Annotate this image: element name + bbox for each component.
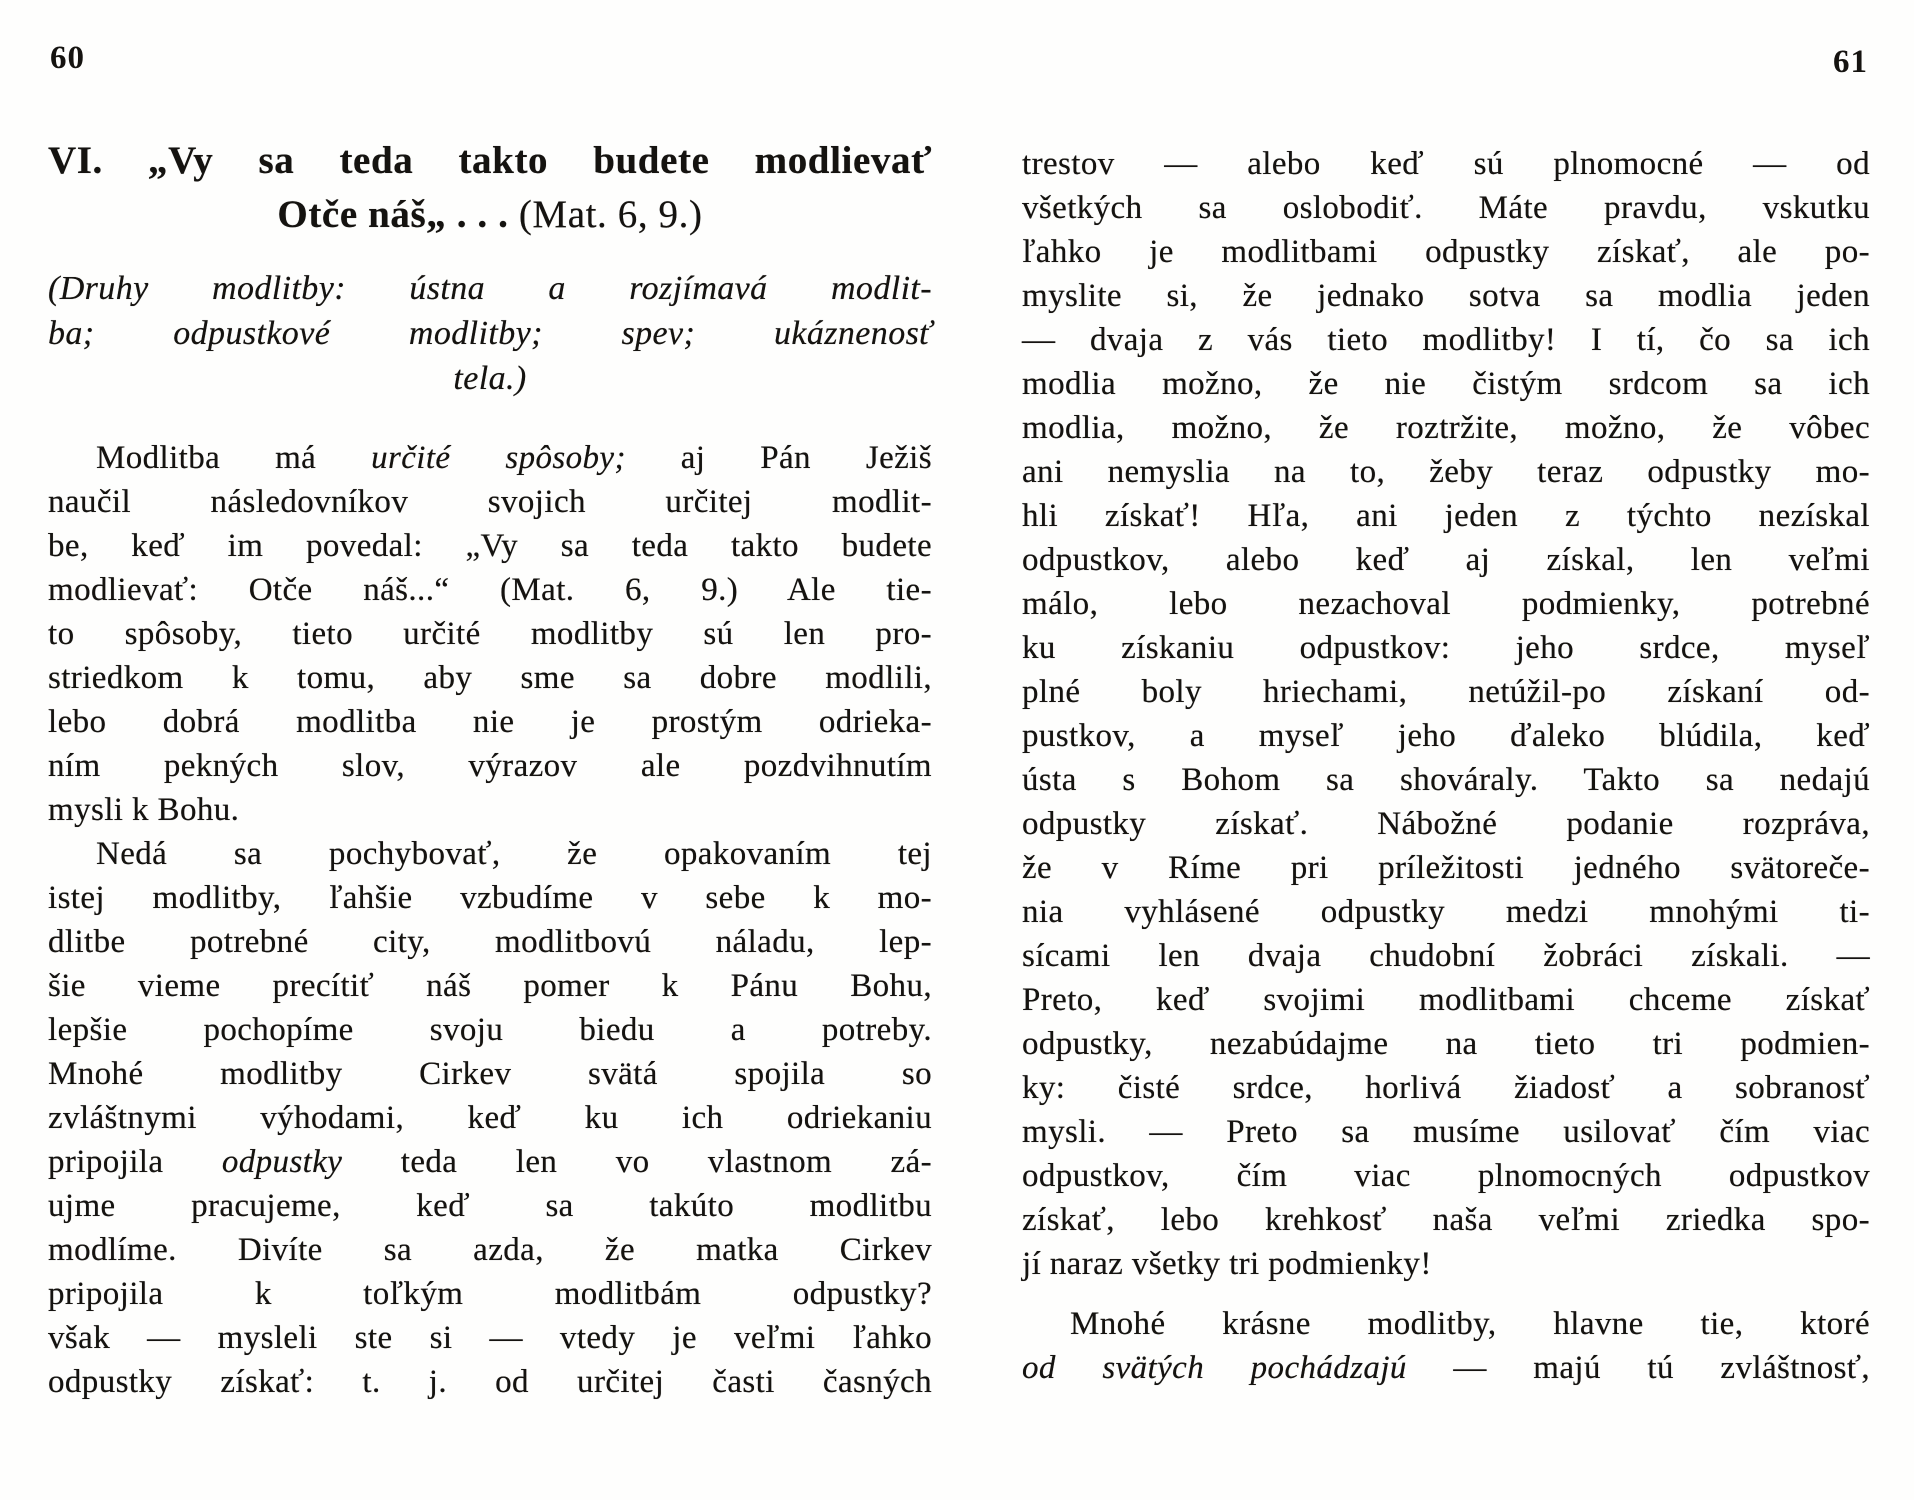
text-line: nia vyhlásené odpustky medzi mnohými ti- (1022, 894, 1870, 930)
text-line: modlievať: Otče náš...“ (Mat. 6, 9.) Ale tie- (48, 572, 932, 608)
page-number-right: 61 (1833, 44, 1868, 80)
paragraph (48, 832, 932, 1404)
text-line: (Druhy modlitby: ústna a rozjímavá modlit- (48, 270, 932, 307)
text-line: mysli. — Preto sa musíme usilovať čím viac (1022, 1114, 1870, 1150)
text-line: Mnohé modlitby Cirkev svätá spojila so (48, 1056, 932, 1092)
text-line: myslite si, že jednako sotva sa modlia jeden (1022, 278, 1870, 314)
text-line: mysli k Bohu. (48, 792, 240, 828)
text-line: ľahko je modlitbami odpustky získať, ale po- (1022, 234, 1870, 270)
text-line: lebo dobrá modlitba nie je prostým odrieka- (48, 704, 932, 740)
text-line: Modlitba má určité spôsoby; aj Pán Ježiš (96, 440, 932, 476)
text-line: modlia, možno, že roztržite, možno, že vôbec (1022, 410, 1870, 446)
text-line: Preto, keď svojimi modlitbami chceme získať (1022, 982, 1870, 1018)
paragraph (48, 436, 932, 832)
text-line: hli získať! Hľa, ani jeden z týchto nezískal (1022, 498, 1870, 534)
chapter-subtitle (48, 266, 932, 401)
text-line: Mnohé krásne modlitby, hlavne tie, ktoré (1070, 1306, 1870, 1342)
text-line: zvláštnymi výhodami, keď ku ich odriekaniu (48, 1100, 932, 1136)
paragraph (1022, 1302, 1870, 1390)
text-line: všetkých sa oslobodiť. Máte pravdu, vskutku (1022, 190, 1870, 226)
text-line: naučil následovníkov svojich určitej modlit- (48, 484, 932, 520)
text-line: získať, lebo krehkosť naša veľmi zriedka spo- (1022, 1202, 1870, 1238)
text-line: odpustky získať. Nábožné podanie rozpráva, (1022, 806, 1870, 842)
text-line: šie vieme precítiť náš pomer k Pánu Bohu, (48, 968, 932, 1004)
text-line: to spôsoby, tieto určité modlitby sú len pro- (48, 616, 932, 652)
text-line: že v Ríme pri príležitosti jedného svätoreče- (1022, 850, 1870, 886)
text-line: odpustkov, alebo keď aj získal, len veľmi (1022, 542, 1870, 578)
text-line: pustkov, a myseľ jeho ďaleko blúdila, keď (1022, 718, 1870, 754)
text-line: odpustky získať: t. j. od určitej časti časných (48, 1364, 932, 1400)
paragraph (1022, 142, 1870, 1286)
text-line: ústa s Bohom sa shováraly. Takto sa nedajú (1022, 762, 1870, 798)
text-line: ba; odpustkové modlitby; spev; ukáznenosť (48, 315, 932, 352)
text-line: pripojila k toľkým modlitbám odpustky? (48, 1276, 932, 1312)
text-line: ani nemyslia na to, žeby teraz odpustky mo- (1022, 454, 1870, 490)
text-line: jí naraz všetky tri podmienky! (1022, 1246, 1432, 1282)
chapter-heading (48, 134, 932, 242)
text-line: ky: čisté srdce, horlivá žiadosť a sobranosť (1022, 1070, 1870, 1106)
text-line: ujme pracujeme, keď sa takúto modlitbu (48, 1188, 932, 1224)
text-line: be, keď im povedal: „Vy sa teda takto budete (48, 528, 932, 564)
text-line: Nedá sa pochybovať, že opakovaním tej (96, 836, 932, 872)
text-line: pripojila odpustky teda len vo vlastnom zá- (48, 1144, 933, 1180)
text-line: odpustkov, čím viac plnomocných odpustkov (1022, 1158, 1870, 1194)
text-line: — dvaja z vás tieto modlitby! I tí, čo sa ich (1022, 322, 1870, 358)
page-left (48, 0, 932, 1500)
text-line: plné boly hriechami, netúžil-po získaní od- (1022, 674, 1870, 710)
text-line: trestov — alebo keď sú plnomocné — od (1022, 146, 1870, 182)
text-line: od svätých pochádzajú — majú tú zvláštnosť, (1022, 1350, 1870, 1386)
page-number-left: 60 (50, 40, 85, 76)
text-line: modlíme. Divíte sa azda, že matka Cirkev (48, 1232, 932, 1268)
text-line: ním pekných slov, výrazov ale pozdvihnutím (48, 748, 932, 784)
text-line: VI. „Vy sa teda takto budete modlievať (48, 139, 932, 182)
text-line: istej modlitby, ľahšie vzbudíme v sebe k mo- (48, 880, 932, 916)
page-right (1022, 0, 1870, 1500)
text-line: striedkom k tomu, aby sme sa dobre modlili, (48, 660, 932, 696)
text-line: ku získaniu odpustkov: jeho srdce, myseľ (1022, 630, 1870, 666)
text-line: sícami len dvaja chudobní žobráci získali. — (1022, 938, 1870, 974)
text-line: lepšie pochopíme svoju biedu a potreby. (48, 1012, 932, 1048)
text-line: tela.) (453, 360, 527, 397)
text-line: modlia možno, že nie čistým srdcom sa ich (1022, 366, 1870, 402)
text-line: dlitbe potrebné city, modlitbovú náladu, lep- (48, 924, 932, 960)
text-line: málo, lebo nezachoval podmienky, potrebné (1022, 586, 1870, 622)
text-line: však — mysleli ste si — vtedy je veľmi ľahko (48, 1320, 932, 1356)
text-line: odpustky, nezabúdajme na tieto tri podmien- (1022, 1026, 1870, 1062)
text-line: Otče náš„ . . . (Mat. 6, 9.) (277, 193, 703, 236)
